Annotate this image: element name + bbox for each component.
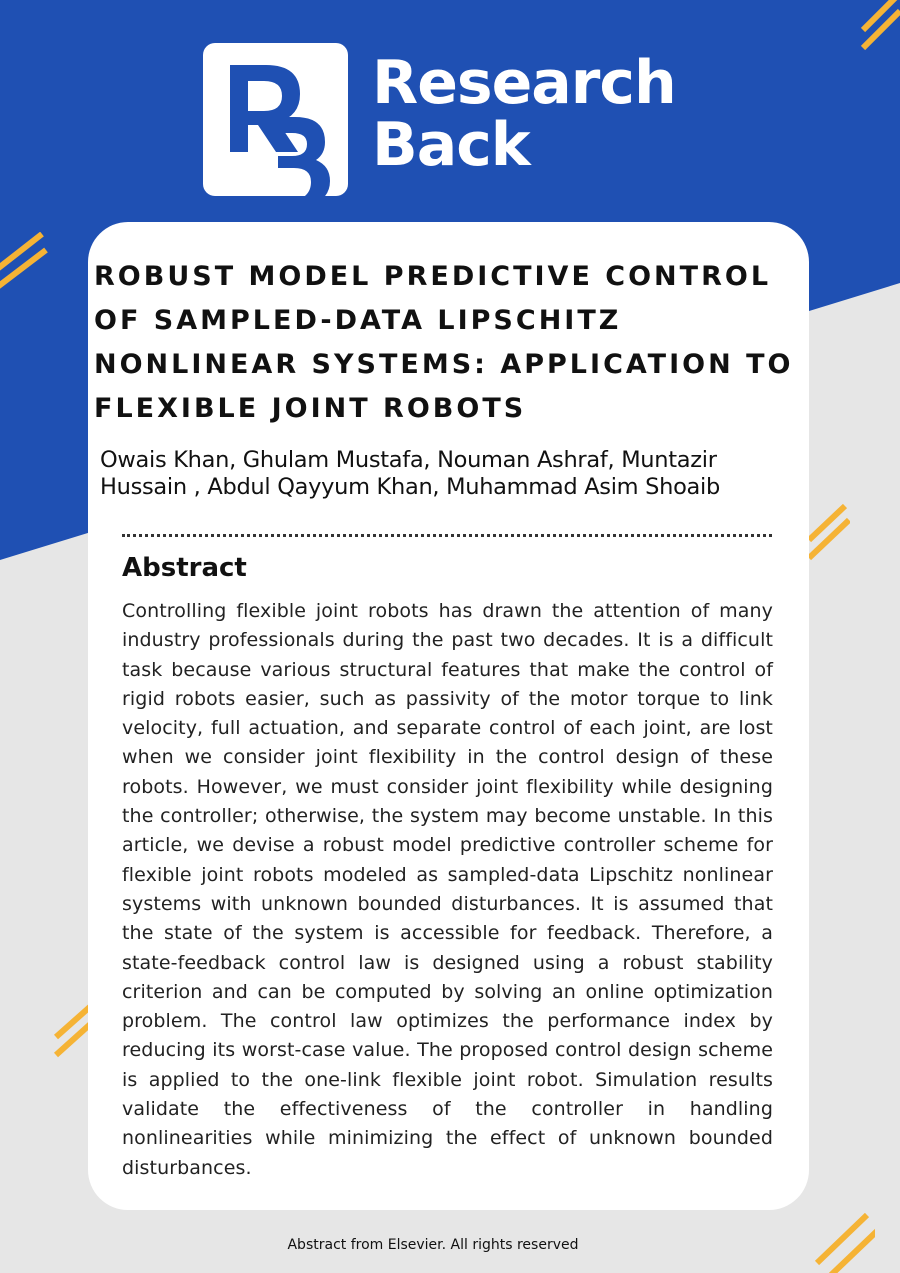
brand-name-line1: Research [372,48,676,118]
abstract-body: Controlling flexible joint robots has drawn the attention of many industry professionals during the past two decades. It is a difficult task because various structural features that make the control of rigid robots easier, such as passivity of the motor torque to link velocity, full actuation, and separate control of each joint, are lost when we consider joint flexibility in the control design of these robots. However, we must consider joint flexibility while designing the controller; otherwise, the system may become unstable. In this article, we devise a robust model predictive controller scheme for flexible joint robots modeled as sampled-data Lipschitz nonlinear systems with unknown bounded disturbances. It is assumed that the state of the system is accessible for feedback. Therefore, a state-feedback control law is designed using a robust stability criterion and can be computed by solving an online optimization problem. The control law optimizes the performance index by reducing its worst-case value. The proposed control design scheme is applied to the one-link flexible joint robot. Simulation results validate the effectiveness of the controller in handling nonlinearities while minimizing the effect of unknown bounded disturbances. [122,600,773,1179]
dotted-divider [122,534,772,537]
author-list: Owais Khan, Ghulam Mustafa, Nouman Ashraf, Muntazir Hussain , Abdul Qayyum Khan, Muhammad Asim Shoaib [100,447,720,500]
logo [203,43,348,196]
accent-stripes-right-middle [805,502,850,562]
paper-title: ROBUST MODEL PREDICTIVE CONTROL OF SAMPLED-DATA LIPSCHITZ NONLINEAR SYSTEMS: APPLICATION TO FLEXIBLE JOINT ROBOTS [94,261,794,424]
rb-logo-mark [203,43,348,196]
brand-name-line2: Back [372,110,530,180]
accent-stripes-top-right [855,0,900,55]
abstract-heading: Abstract [122,553,247,583]
copyright-footer: Abstract from Elsevier. All rights reserved [287,1237,579,1253]
brand-name [372,48,676,180]
accent-stripes-left-top [0,232,50,292]
